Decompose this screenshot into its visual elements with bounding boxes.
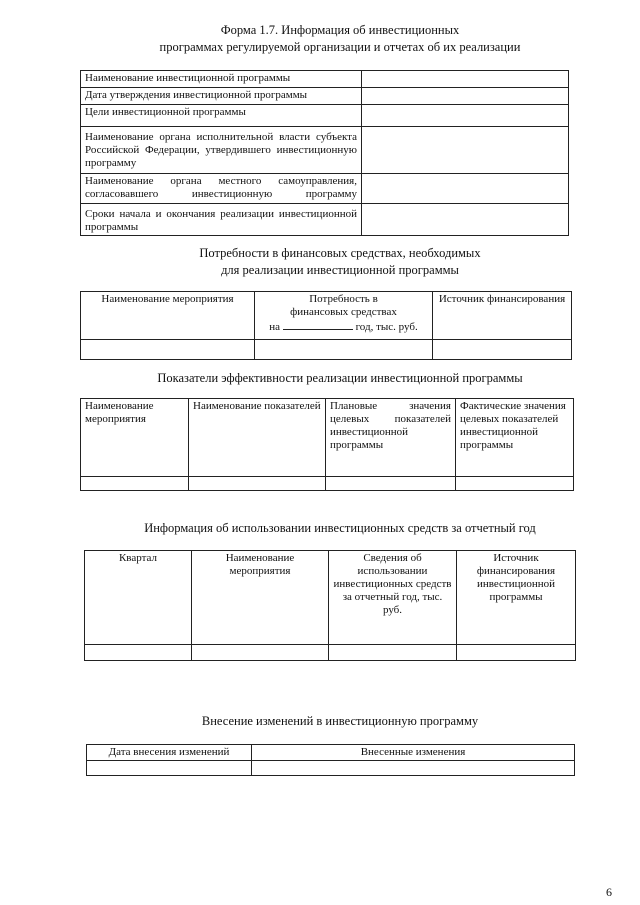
changes-table	[86, 744, 575, 776]
info-row-label: Наименование инвестиционной программы	[81, 71, 362, 88]
data-cell[interactable]	[326, 477, 456, 491]
form-title-line2: программах регулируемой организации и отчетах об их реализации	[159, 40, 521, 54]
changes-heading: Внесение изменений в инвестиционную программу	[201, 714, 479, 728]
data-cell[interactable]	[255, 340, 433, 360]
needs-heading	[60, 245, 620, 279]
header-cell: Плановые значения целевых показателей инвестиционной программы	[326, 399, 456, 477]
need-prefix: на	[269, 321, 281, 333]
data-cell[interactable]	[329, 645, 457, 661]
need-suffix: год, тыс. руб.	[355, 321, 418, 333]
header-cell: Фактические значения целевых показателей инвестиционной программы	[456, 399, 574, 477]
info-row-label: Сроки начала и окончания реализации инвестиционной программы	[81, 204, 362, 236]
header-cell: Источник финансирования	[433, 292, 572, 340]
need-line2: финансовых средствах	[290, 306, 397, 318]
data-cell[interactable]	[192, 645, 329, 661]
info-row-value[interactable]	[362, 204, 569, 236]
info-table	[80, 70, 569, 236]
usage-table	[84, 550, 576, 661]
data-cell[interactable]	[87, 761, 252, 776]
efficiency-table	[80, 398, 574, 491]
needs-heading-line1: Потребности в финансовых средствах, необходимых	[199, 246, 481, 260]
form-title-line1: Форма 1.7. Информация об инвестиционных	[220, 23, 460, 37]
data-cell[interactable]	[189, 477, 326, 491]
efficiency-heading: Показатели эффективности реализации инвестиционной программы	[157, 371, 523, 385]
header-cell: Наименование мероприятия	[81, 399, 189, 477]
info-row-value[interactable]	[362, 71, 569, 88]
header-cell: Наименование мероприятия	[192, 551, 329, 645]
header-cell: Внесенные изменения	[252, 745, 575, 761]
data-cell[interactable]	[456, 477, 574, 491]
header-cell: Дата внесения изменений	[87, 745, 252, 761]
info-row-value[interactable]	[362, 174, 569, 204]
page-number: 6	[606, 885, 612, 899]
needs-heading-line2: для реализации инвестиционной программы	[221, 263, 459, 277]
info-row-value[interactable]	[362, 127, 569, 174]
data-cell[interactable]	[81, 477, 189, 491]
form-title	[60, 22, 620, 56]
needs-table	[80, 291, 572, 360]
info-row-label: Наименование органа местного самоуправления, согласовавшего инвестиционную программу	[81, 174, 362, 204]
data-cell[interactable]	[252, 761, 575, 776]
year-blank[interactable]	[283, 319, 353, 330]
header-cell: Наименование мероприятия	[81, 292, 255, 340]
header-cell: Сведения об использовании инвестиционных средств за отчетный год, тыс. руб.	[329, 551, 457, 645]
header-cell	[255, 292, 433, 340]
info-row-label: Дата утверждения инвестиционной программы	[81, 88, 362, 105]
info-row-label: Цели инвестиционной программы	[81, 105, 362, 127]
info-row-label: Наименование органа исполнительной власти субъекта Российской Федерации, утвердившего инвестиционную программу	[81, 127, 362, 174]
usage-heading: Информация об использовании инвестиционных средств за отчетный год	[144, 521, 536, 535]
data-cell[interactable]	[81, 340, 255, 360]
data-cell[interactable]	[85, 645, 192, 661]
data-cell[interactable]	[433, 340, 572, 360]
info-row-value[interactable]	[362, 88, 569, 105]
header-cell: Источник финансирования инвестиционной программы	[457, 551, 576, 645]
info-row-value[interactable]	[362, 105, 569, 127]
data-cell[interactable]	[457, 645, 576, 661]
need-line1: Потребность в	[309, 293, 378, 305]
header-cell: Наименование показателей	[189, 399, 326, 477]
header-cell: Квартал	[85, 551, 192, 645]
